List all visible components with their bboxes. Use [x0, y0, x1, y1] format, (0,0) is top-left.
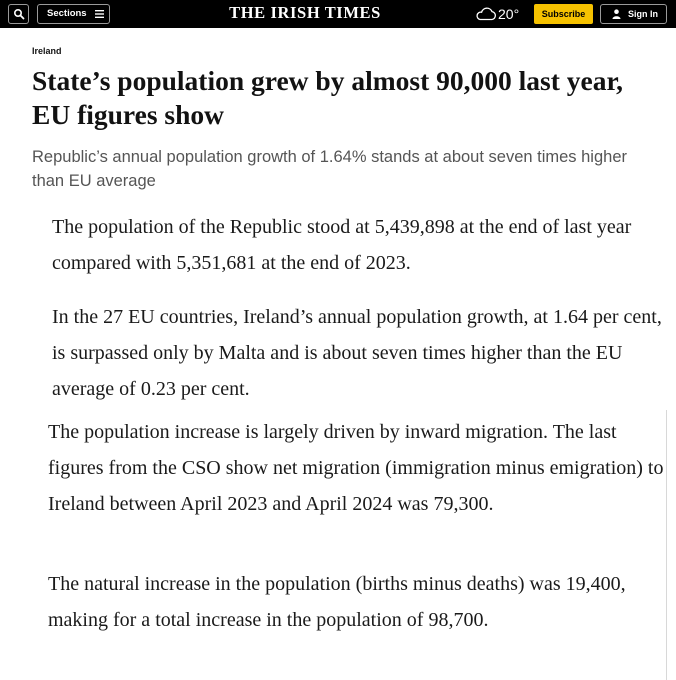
sign-in-button[interactable]: [600, 4, 667, 24]
user-icon: [612, 9, 621, 19]
search-icon: [13, 8, 25, 20]
article-paragraph: The population increase is largely driven by inward migration. The last figures from the CSO show net migration (immigration minus emigration) to Ireland between April 2023 and April 2024 was 79,300.: [48, 421, 664, 515]
search-button[interactable]: [8, 4, 29, 24]
sections-menu-button[interactable]: [37, 4, 110, 24]
article-standfirst: Republic’s annual population growth of 1.64% stands at about seven times higher than EU average: [32, 148, 627, 190]
sections-label: Sections: [47, 8, 87, 19]
temperature-value: 20°: [498, 6, 520, 22]
subscribe-button[interactable]: Subscribe: [534, 4, 593, 24]
section-tag[interactable]: Ireland: [32, 46, 62, 56]
screenshot-seam-divider: [666, 410, 667, 680]
top-navigation-bar: [0, 0, 676, 28]
hamburger-menu-icon: [95, 10, 104, 18]
cloud-icon: [475, 7, 497, 21]
sign-in-label: Sign In: [628, 9, 658, 19]
article-paragraph: The population of the Republic stood at 5,439,898 at the end of last year compared with 5,351,681 at the end of 2023.: [52, 216, 632, 274]
weather-widget[interactable]: [475, 4, 525, 24]
article-headline: State’s population grew by almost 90,000 last year, EU figures show: [32, 65, 624, 130]
article-paragraph: In the 27 EU countries, Ireland’s annual population growth, at 1.64 per cent, is surpassed only by Malta and is about seven times higher than the EU average of 0.23 per cent.: [52, 306, 662, 400]
article-paragraph: The natural increase in the population (births minus deaths) was 19,400, making for a total increase in the population of 98,700.: [48, 573, 626, 631]
brand-logo[interactable]: THE IRISH TIMES: [229, 3, 381, 22]
